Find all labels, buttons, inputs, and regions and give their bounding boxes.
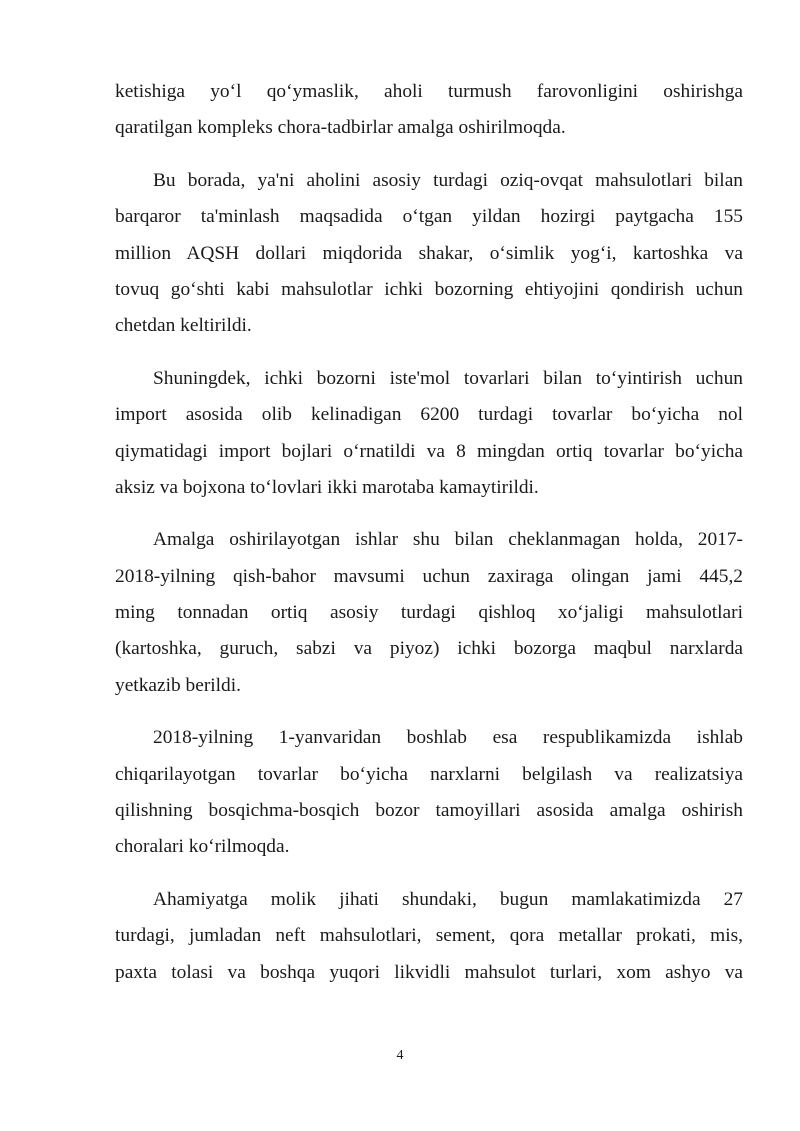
page-number: 4 [396,1048,404,1063]
paragraph [115,720,743,866]
text-line: Amalga oshirilayotgan ishlar shu bilan cheklanmagan holda, 2017- [153,529,743,551]
text-line: Ahamiyatga molik jihati shundaki, bugun mamlakatimizda 27 [153,888,743,910]
text-line: (kartoshka, guruch, sabzi va piyoz) ichki bozorga maqbul narxlarda [115,638,743,660]
text-line: 2018-yilning 1-yanvaridan boshlab esa respublikamizda ishlab [153,727,743,749]
text-line: ming tonnadan ortiq asosiy turdagi qishloq xo‘jaligi mahsulotlari [115,602,743,624]
paragraph [115,74,743,147]
paragraph [115,361,743,507]
paragraph [115,882,743,991]
text-line: yetkazib berildi. [115,674,241,696]
text-line: Shuningdek, ichki bozorni iste'mol tovarlari bilan to‘yintirish uchun [153,367,743,389]
text-line: 2018-yilning qish-bahor mavsumi uchun zaxiraga olingan jami 445,2 [115,565,743,587]
text-line: qilishning bosqichma-bosqich bozor tamoyillari asosida amalga oshirish [115,800,743,822]
text-line: qaratilgan kompleks chora-tadbirlar amalga oshirilmoqda. [115,117,566,139]
text-line: chetdan keltirildi. [115,315,252,337]
text-line: qiymatidagi import bojlari o‘rnatildi va 8 mingdan ortiq tovarlar bo‘yicha [115,440,743,462]
paragraph [115,163,743,345]
text-line: Bu borada, ya'ni aholini asosiy turdagi oziq-ovqat mahsulotlari bilan [153,169,743,191]
text-line: import asosida olib kelinadigan 6200 turdagi tovarlar bo‘yicha nol [115,404,743,426]
text-line: aksiz va bojxona to‘lovlari ikki marotaba kamaytirildi. [115,476,539,498]
text-line: tovuq go‘shti kabi mahsulotlar ichki bozorning ehtiyojini qondirish uchun [115,278,743,300]
paragraph [115,522,743,704]
text-line: million AQSH dollari miqdorida shakar, o‘simlik yog‘i, kartoshka va [115,242,743,264]
text-line: barqaror ta'minlash maqsadida o‘tgan yildan hozirgi paytgacha 155 [115,206,743,228]
body-text [115,74,743,991]
text-line: turdagi, jumladan neft mahsulotlari, sement, qora metallar prokati, mis, [115,925,743,947]
text-line: chiqarilayotgan tovarlar bo‘yicha narxlarni belgilash va realizatsiya [115,763,743,785]
text-line: paxta tolasi va boshqa yuqori likvidli mahsulot turlari, xom ashyo va [115,961,743,983]
text-line: choralari ko‘rilmoqda. [115,836,290,858]
text-line: ketishiga yo‘l qo‘ymaslik, aholi turmush farovonligini oshirishga [115,81,743,102]
